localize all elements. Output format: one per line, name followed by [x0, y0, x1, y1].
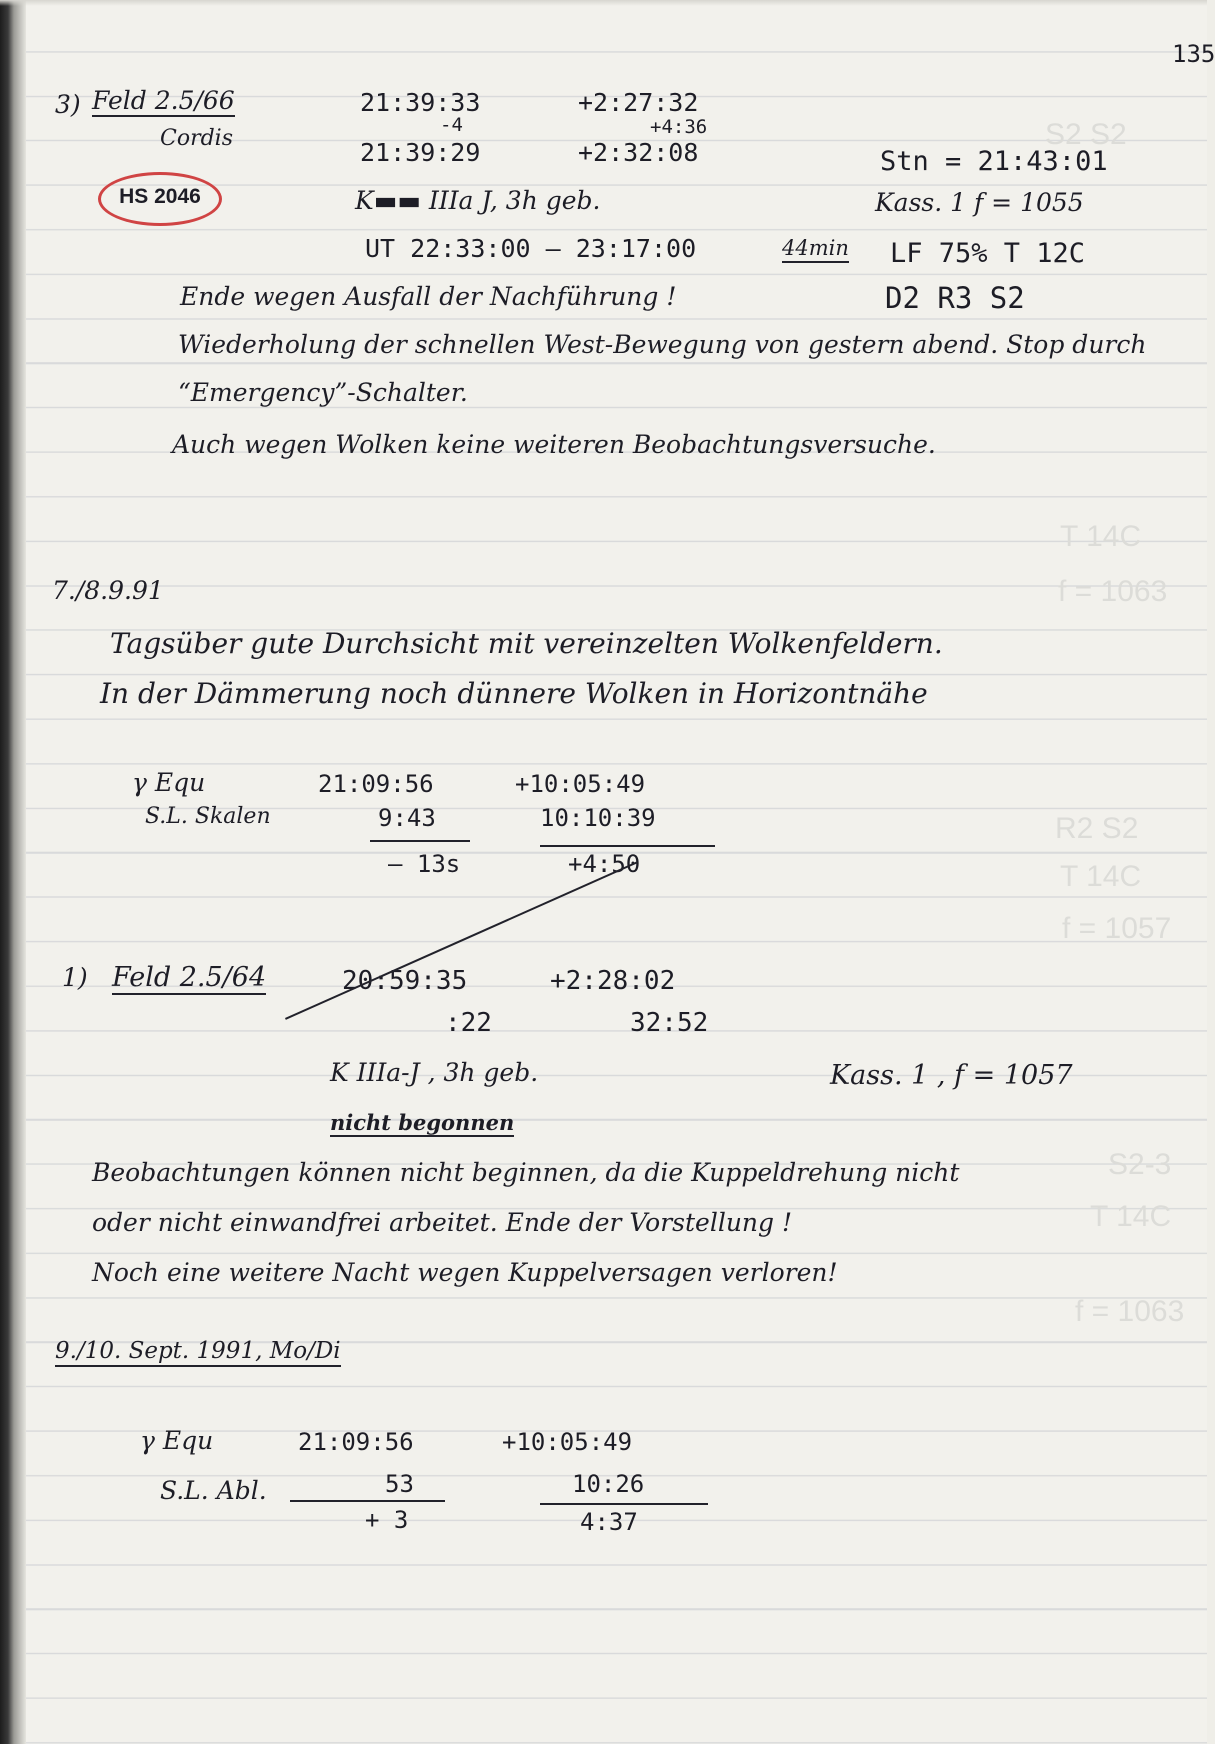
check-result: + 3 [365, 1506, 409, 1534]
conditions: LF 75% T 12C [890, 238, 1086, 269]
ratings: D2 R3 S2 [885, 281, 1025, 315]
time-value: :22 [445, 1008, 492, 1038]
sum-rule [540, 1503, 708, 1505]
check-value: 53 [385, 1470, 414, 1498]
page-number: 135 [1172, 40, 1215, 68]
cassette-focus: Kass. 1 , f = 1057 [830, 1060, 1073, 1091]
check-value: 21:09:56 [318, 770, 434, 798]
entry-label: 1) [62, 963, 88, 992]
check-value: 10:26 [572, 1470, 645, 1498]
check-scale-label: S.L. Skalen [145, 804, 271, 829]
time-value: 21:39:33 [360, 88, 481, 117]
note-line: Wiederholung der schnellen West-Bewegung von gestern abend. Stop durch [178, 330, 1147, 359]
note-line: Auch wegen Wolken keine weiteren Beobachtungsversuche. [172, 430, 936, 459]
plate-info: K▬▬ IIIa J, 3h geb. [355, 186, 601, 215]
check-star-label: γ Equ [140, 1426, 214, 1455]
field-name: Feld 2.5/64 [112, 962, 267, 993]
note-line: “Emergency”-Schalter. [178, 378, 468, 407]
binding-shadow [0, 0, 26, 1744]
ghost-text: S2 S2 [1045, 118, 1127, 151]
check-value: +10:05:49 [502, 1428, 633, 1456]
correction-value: +4:36 [650, 116, 708, 138]
ghost-text: T 14C [1060, 860, 1142, 893]
check-result: 4:37 [580, 1508, 638, 1536]
ghost-text: S2-3 [1108, 1148, 1172, 1181]
check-value: 21:09:56 [298, 1428, 414, 1456]
note-line: Ende wegen Ausfall der Nachführung ! [180, 282, 677, 311]
offset-value: +2:28:02 [550, 966, 676, 996]
sum-rule [290, 1500, 445, 1502]
page-edge [0, 0, 1207, 6]
time-value: 21:39:29 [360, 138, 481, 167]
check-result: – 13s [388, 850, 461, 878]
sum-rule [370, 840, 470, 842]
summary-line: Tagsüber gute Durchsicht mit vereinzelten Wolkenfeldern. [110, 627, 943, 660]
check-result: +4:50 [568, 850, 641, 878]
note-line: Beobachtungen können nicht beginnen, da die Kuppeldrehung nicht [92, 1158, 960, 1187]
offset-value: +2:27:32 [578, 88, 699, 117]
offset-value: +2:32:08 [578, 138, 699, 167]
ghost-text: f = 1063 [1075, 1295, 1185, 1328]
sidereal-time: Stn = 21:43:01 [880, 146, 1108, 177]
check-value: 10:10:39 [540, 804, 656, 832]
date-heading: 9./10. Sept. 1991, Mo/Di [55, 1340, 341, 1367]
red-circled-badge [98, 172, 222, 226]
summary-line: In der Dämmerung noch dünnere Wolken in Horizontnähe [100, 677, 928, 710]
entry-label: 3) [55, 90, 81, 119]
date-heading: 7./8.9.91 [52, 576, 164, 605]
badge-label: HS 2046 [119, 185, 201, 208]
check-value: 9:43 [378, 804, 436, 832]
sum-rule [540, 845, 715, 847]
note-line: oder nicht einwandfrei arbeitet. Ende der Vorstellung ! [92, 1208, 793, 1237]
check-scale-label: S.L. Abl. [160, 1476, 267, 1505]
field-name: Feld 2.5/66 [92, 86, 235, 115]
correction-value: -4 [440, 114, 463, 136]
offset-value: 32:52 [630, 1008, 709, 1038]
cancel-note: nicht begonnen [330, 1110, 515, 1135]
duration: 44min [782, 238, 849, 263]
note-line: Noch eine weitere Nacht wegen Kuppelversagen verloren! [92, 1258, 838, 1287]
ghost-text: T 14C [1060, 520, 1142, 553]
ghost-text: f = 1063 [1058, 575, 1168, 608]
time-value: 20:59:35 [342, 966, 468, 996]
ut-range: UT 22:33:00 – 23:17:00 [365, 234, 697, 263]
check-value: +10:05:49 [515, 770, 646, 798]
plate-info: K IIIa-J , 3h geb. [330, 1058, 539, 1087]
check-star-label: γ Equ [132, 768, 206, 797]
field-subtitle: Cordis [160, 126, 234, 151]
ghost-text: R2 S2 [1055, 812, 1139, 845]
ghost-text: f = 1057 [1062, 912, 1172, 945]
ghost-text: T 14C [1090, 1200, 1172, 1233]
cassette-focus: Kass. 1 f = 1055 [875, 188, 1084, 217]
